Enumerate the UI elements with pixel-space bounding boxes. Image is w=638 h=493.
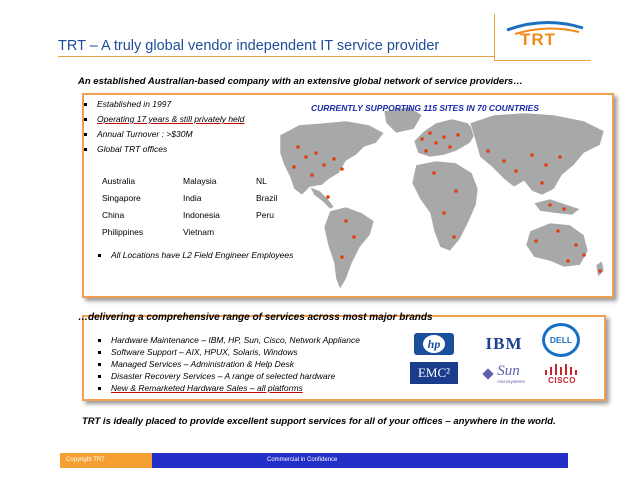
global-network-panel <box>82 93 614 298</box>
site-dot <box>344 219 348 223</box>
services-heading: …delivering a comprehensive range of services across most major brands <box>78 312 433 323</box>
office-location: NL <box>256 176 267 186</box>
fact-item: Annual Turnover : >$30M <box>97 129 193 139</box>
site-dot <box>340 255 344 259</box>
world-map <box>84 95 612 296</box>
sun-logo <box>474 360 532 388</box>
office-location: Indonesia <box>183 210 220 220</box>
intro-text: An established Australian-based company with an extensive global network of service providers… <box>78 76 523 87</box>
hp-logo-text: hp <box>423 335 445 353</box>
site-dot <box>456 133 460 137</box>
fact-item: Global TRT offices <box>97 144 168 154</box>
site-dot <box>314 151 318 155</box>
hp-logo <box>414 333 454 355</box>
services-panel <box>82 315 606 401</box>
site-dot <box>454 189 458 193</box>
office-location: Singapore <box>102 193 141 203</box>
service-item: Hardware Maintenance – IBM, HP, Sun, Cisco, Network Appliance <box>111 335 360 345</box>
office-location: Australia <box>102 176 136 186</box>
site-dot <box>566 259 570 263</box>
site-dot <box>420 137 424 141</box>
site-dot <box>322 163 326 167</box>
dell-logo <box>542 323 580 357</box>
new-zealand-shape <box>596 261 604 277</box>
site-dot <box>326 195 330 199</box>
site-dot <box>582 253 586 257</box>
central-america-shape <box>310 187 334 209</box>
ibm-logo <box>479 333 529 355</box>
emc-logo <box>410 362 458 384</box>
service-item: Managed Services – Administration & Help Desk <box>111 359 294 369</box>
asia-shape <box>470 113 604 195</box>
site-dot <box>434 141 438 145</box>
site-dot <box>424 149 428 153</box>
africa-shape <box>412 161 478 251</box>
site-dot <box>442 211 446 215</box>
site-dot <box>530 153 534 157</box>
site-dot <box>562 207 566 211</box>
site-dot <box>502 159 506 163</box>
site-dot <box>514 169 518 173</box>
logo: TRT <box>520 30 557 49</box>
site-dot <box>574 243 578 247</box>
office-location: Philippines <box>102 227 144 237</box>
site-dot <box>432 171 436 175</box>
service-item: New & Remarketed Hardware Sales – all platforms <box>111 383 303 393</box>
cisco-logo-text: CISCO <box>548 375 576 385</box>
ibm-logo-text: IBM <box>485 334 523 353</box>
office-location: Vietnam <box>183 227 215 237</box>
fact-item: Established in 1997 <box>97 99 172 109</box>
dell-logo-text: DELL <box>549 335 573 345</box>
office-location: Peru <box>256 210 274 220</box>
footer-copyright: Copyright TRT <box>60 453 152 468</box>
service-item: Software Support – AIX, HPUX, Solaris, Windows <box>111 347 298 357</box>
site-dot <box>544 163 548 167</box>
site-dot <box>310 173 314 177</box>
site-dot <box>332 157 336 161</box>
office-location: Brazil <box>256 193 278 203</box>
site-dot <box>556 229 560 233</box>
cisco-logo <box>540 361 584 387</box>
south-america-shape <box>324 207 374 289</box>
site-dot <box>486 149 490 153</box>
site-dot <box>540 181 544 185</box>
emc-logo-text: EMC² <box>417 365 451 380</box>
site-dot <box>598 269 602 273</box>
office-location: Malaysia <box>183 176 217 186</box>
site-dot <box>340 167 344 171</box>
site-dot <box>304 155 308 159</box>
service-item: Disaster Recovery Services – A range of selected hardware <box>111 371 336 381</box>
sun-logo-wordmark <box>497 364 525 385</box>
site-dot <box>548 203 552 207</box>
cisco-bars-icon <box>544 364 580 376</box>
supporting-banner: CURRENTLY SUPPORTING 115 SITES IN 70 COUNTRIES <box>311 103 539 113</box>
north-america-shape <box>280 121 384 195</box>
locations-note: All Locations have L2 Field Engineer Employees <box>111 250 294 260</box>
sun-logo-text: Sun <box>497 362 520 379</box>
footer-confidential: Commercial in Confidence <box>267 457 338 463</box>
indonesia-shape <box>534 199 580 215</box>
site-dot <box>448 145 452 149</box>
footer-bar <box>152 453 568 468</box>
site-dot <box>442 135 446 139</box>
fact-item: Operating 17 years & still privately held <box>97 114 245 124</box>
office-location: China <box>102 210 125 220</box>
page-title: TRT – A truly global vendor independent IT service provider <box>58 38 440 54</box>
title-divider <box>58 56 494 57</box>
site-dot <box>558 155 562 159</box>
sun-diamond-icon <box>481 367 495 381</box>
sun-logo-subtext: microsystems <box>497 378 525 384</box>
office-location: India <box>183 193 202 203</box>
site-dot <box>352 235 356 239</box>
site-dot <box>452 235 456 239</box>
site-dot <box>428 131 432 135</box>
site-dot <box>296 145 300 149</box>
closing-statement: TRT is ideally placed to provide excellent support services for all of your offices – anywhere in the world. <box>82 416 556 427</box>
site-dot <box>534 239 538 243</box>
site-dot <box>292 165 296 169</box>
